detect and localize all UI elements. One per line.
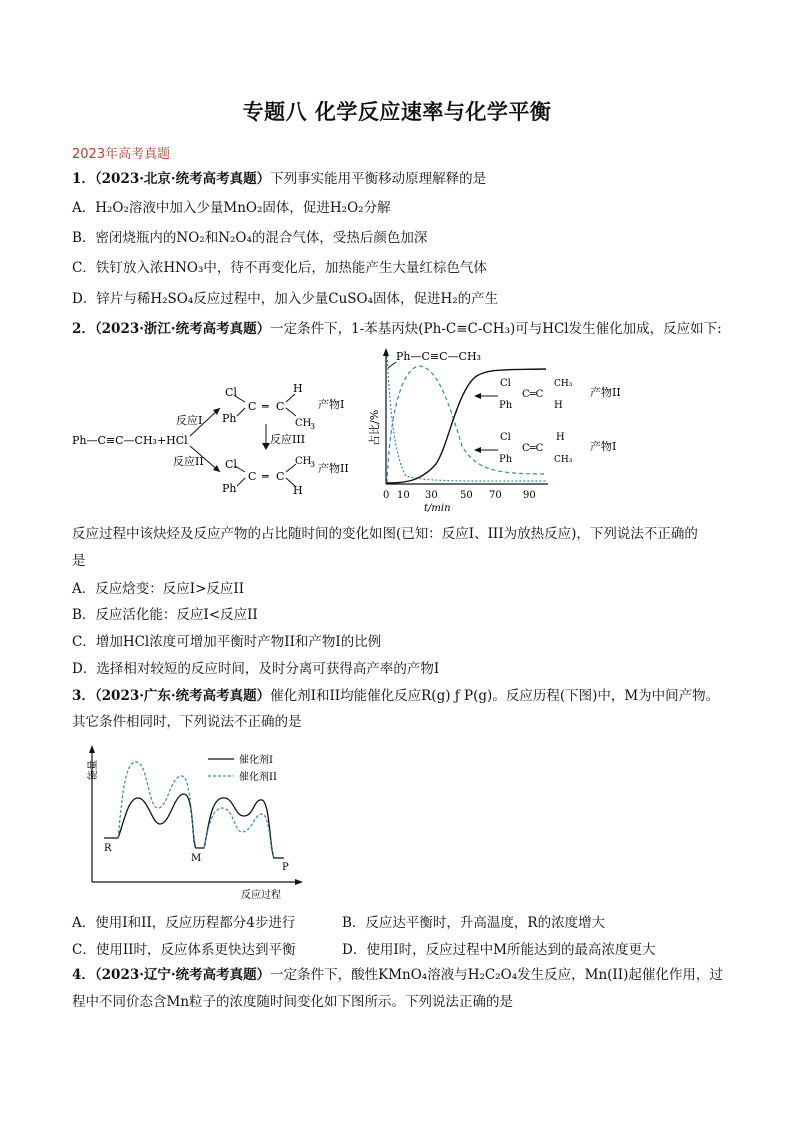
svg-text:Cl: Cl: [225, 386, 237, 399]
question-1-option-c: C．铁钉放入浓HNO₃中，待不再变化后，加热能产生大量红棕色气体: [72, 260, 487, 276]
product-1-curve: [387, 366, 546, 483]
svg-text:CH₃: CH₃: [554, 455, 573, 465]
question-2-option-b: B．反应活化能：反应I<反应II: [72, 607, 258, 623]
plot-xtick: 50: [460, 490, 473, 501]
plot-product-2-label: 产物II: [590, 386, 621, 399]
plot-product-1-structure: [499, 432, 573, 465]
energy-ylabel: 能量: [88, 760, 99, 780]
scheme-reactant: Ph—C≡C—CH₃+HCl: [72, 434, 188, 447]
scheme-label-r1: 反应I: [176, 414, 203, 427]
question-2-stem-continued: 反应过程中该炔烃及反应产物的占比随时间的变化如图(已知：反应I、III为放热反应)，下列说法不正确的: [72, 526, 698, 542]
svg-text:Ph: Ph: [222, 412, 237, 425]
page-title: 专题八 化学反应速率与化学平衡: [242, 100, 552, 124]
catalyst-1-curve: [104, 794, 284, 858]
product-1-structure: [222, 382, 315, 431]
plot-xtick: 90: [523, 490, 536, 501]
question-3-options-ab: [72, 911, 605, 931]
product-2-structure: [222, 456, 315, 497]
question-2-option-c: C．增加HCl浓度可增加平衡时产物II和产物I的比例: [72, 634, 382, 650]
plot-alkyne-label: Ph—C≡C—CH₃: [396, 350, 481, 363]
svg-text:H: H: [556, 432, 565, 443]
legend-catalyst-2: 催化剂II: [239, 772, 277, 783]
product-2-curve: [387, 369, 546, 483]
svg-text:═: ═: [262, 470, 269, 483]
svg-text:Ph: Ph: [499, 400, 513, 411]
question-3-stem-continued: 其它条件相同时，下列说法不正确的是: [72, 714, 302, 730]
question-4-stem-continued: 程中不同价态含Mn粒子的浓度随时间变化如下图所示。下列说法正确的是: [72, 994, 514, 1010]
svg-text:H: H: [554, 400, 563, 411]
svg-text:C: C: [248, 400, 257, 413]
question-3-option-c: C．使用II时，反应体系更快达到平衡: [72, 942, 296, 958]
question-3-stem: 3．（2023·广东·统考高考真题）催化剂I和II均能催化反应R(g) ƒ P(g)。反应历程(下图)中，M为中间产物。: [72, 688, 720, 704]
svg-text:3: 3: [310, 460, 316, 469]
scheme-label-r3: 反应III: [270, 433, 306, 446]
question-3-options-cd: [72, 938, 655, 958]
svg-text:CH: CH: [295, 418, 312, 429]
reaction-scheme: [70, 360, 370, 510]
scheme-product-2-label: 产物II: [318, 462, 349, 475]
plot-xlabel: t/min: [424, 503, 451, 514]
question-1-option-b: B．密闭烧瓶内的NO₂和N₂O₄的混合气体，受热后颜色加深: [72, 230, 428, 246]
alkyne-curve: [387, 356, 546, 481]
question-1-stem: 1．（2023·北京·统考高考真题）下列事实能用平衡移动原理解释的是: [72, 171, 487, 187]
svg-text:Ph: Ph: [222, 482, 237, 495]
svg-text:Cl: Cl: [225, 458, 237, 471]
question-2-option-a: A．反应焓变：反应I>反应II: [72, 581, 245, 597]
plot-product-1-label: 产物I: [590, 440, 617, 453]
occupancy-plot: [366, 346, 646, 516]
plot-xtick: 30: [425, 490, 438, 501]
question-3-option-a: A．使用I和II，反应历程都分4步进行: [72, 915, 296, 931]
plot-xtick: 0: [383, 490, 390, 501]
svg-text:C: C: [276, 470, 285, 483]
svg-text:H: H: [293, 484, 303, 497]
svg-text:CH: CH: [295, 456, 312, 467]
plot-product-2-structure: [499, 378, 573, 411]
question-1-option-d: D．锌片与稀H₂SO₄反应过程中，加入少量CuSO₄固体，促进H₂的产生: [72, 291, 499, 307]
question-2-stem: 2．（2023·浙江·统考高考真题）一定条件下，1-苯基丙炔(Ph-C≡C-CH₃)可与HCl发生催化加成，反应如下:: [72, 321, 722, 337]
scheme-product-1-label: 产物I: [318, 398, 345, 411]
svg-text:3: 3: [310, 422, 316, 431]
svg-text:Cl: Cl: [500, 432, 511, 443]
svg-text:H: H: [293, 382, 303, 395]
plot-xtick: 10: [397, 490, 410, 501]
svg-text:C═C: C═C: [522, 389, 544, 400]
energy-state-r: R: [104, 843, 112, 854]
svg-text:C: C: [276, 400, 285, 413]
section-heading: 2023年高考真题: [72, 147, 171, 162]
scheme-label-r2: 反应II: [173, 455, 204, 468]
svg-text:Cl: Cl: [500, 378, 511, 389]
question-2-stem-end: 是: [72, 553, 86, 569]
question-4-stem: 4．（2023·辽宁·统考高考真题）一定条件下，酸性KMnO₄溶液与H₂C₂O₄发生反应，Mn(II)起催化作用，过: [72, 967, 723, 983]
plot-xticks: [383, 490, 536, 501]
energy-state-m: M: [191, 853, 202, 864]
svg-text:═: ═: [262, 400, 269, 413]
plot-ylabel: 占比/%: [368, 409, 381, 446]
legend-catalyst-1: 催化剂I: [239, 755, 273, 766]
plot-xtick: 70: [489, 490, 502, 501]
svg-text:CH₃: CH₃: [554, 379, 573, 389]
question-3-option-d: D．使用I时，反应过程中M所能达到的最高浓度更大: [342, 942, 656, 958]
svg-text:Ph: Ph: [499, 454, 513, 465]
energy-xlabel: 反应过程: [241, 890, 281, 901]
svg-text:C: C: [248, 470, 257, 483]
svg-text:C═C: C═C: [522, 443, 544, 454]
energy-profile-plot: [84, 742, 304, 902]
energy-state-p: P: [282, 862, 289, 873]
question-3-option-b: B．反应达平衡时，升高温度，R的浓度增大: [342, 915, 606, 931]
question-2-option-d: D．选择相对较短的反应时间，及时分离可获得高产率的产物I: [72, 661, 440, 677]
question-1-option-a: A．H₂O₂溶液中加入少量MnO₂固体，促进H₂O₂分解: [72, 200, 391, 216]
